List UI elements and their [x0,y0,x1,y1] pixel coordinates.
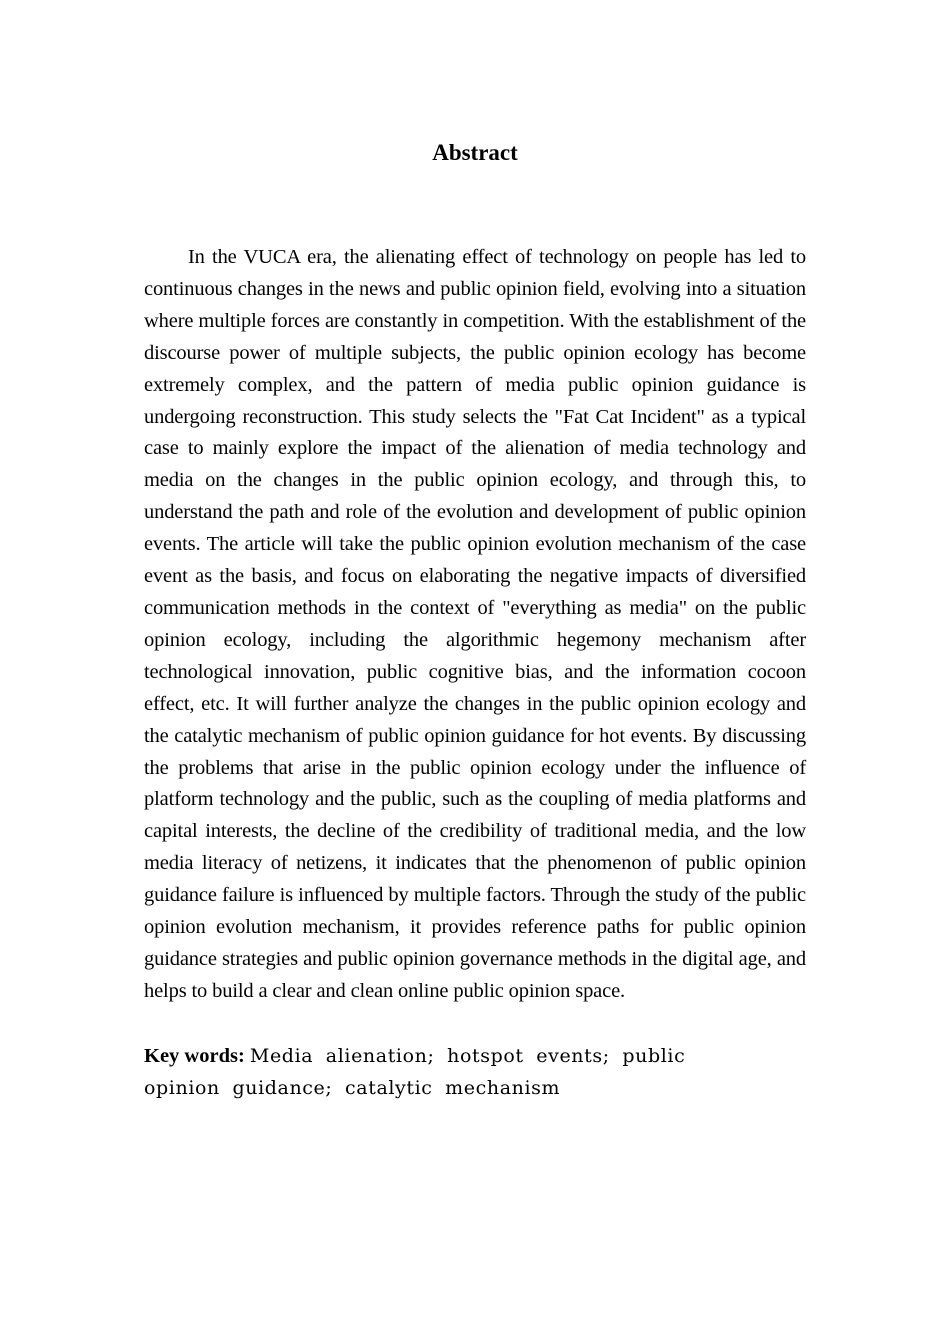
abstract-title: Abstract [432,140,518,165]
keywords-label: Key words: [144,1045,245,1067]
abstract-body: In the VUCA era, the alienating effect of technology on people has led to continuous changes in the news and public opinion field, evolving into a situation where multiple forces are constantly in competition. With the establishment of the discourse power of multiple subjects, the public opinion ecology has become extremely complex, and the pattern of media public opinion guidance is undergoing reconstruction. This study selects the "Fat Cat Incident" as a typical case to mainly explore the impact of the alienation of media technology and media on the changes in the public opinion ecology, and through this, to understand the path and role of the evolution and development of public opinion events. The article will take the public opinion evolution mechanism of the case event as the basis, and focus on elaborating the negative impacts of diversified communication methods in the context of "everything as media" on the public opinion ecology, including the algorithmic hegemony mechanism after technological innovation, public cognitive bias, and the information cocoon effect, etc. It will further analyze the changes in the public opinion ecology and the catalytic mechanism of public opinion guidance for hot events. By discussing the problems that arise in the public opinion ecology under the influence of platform technology and the public, such as the coupling of media platforms and capital interests, the decline of the credibility of traditional media, and the low media literacy of netizens, it indicates that the phenomenon of public opinion guidance failure is influenced by multiple factors. Through the study of the public opinion evolution mechanism, it provides reference paths for public opinion guidance strategies and public opinion governance methods in the digital age, and helps to build a clear and clean online public opinion space. [144,246,806,1002]
keywords-line [144,1040,744,1104]
keywords-text: Media alienation; hotspot events; public opinion guidance; catalytic mechanism [144,1045,686,1099]
